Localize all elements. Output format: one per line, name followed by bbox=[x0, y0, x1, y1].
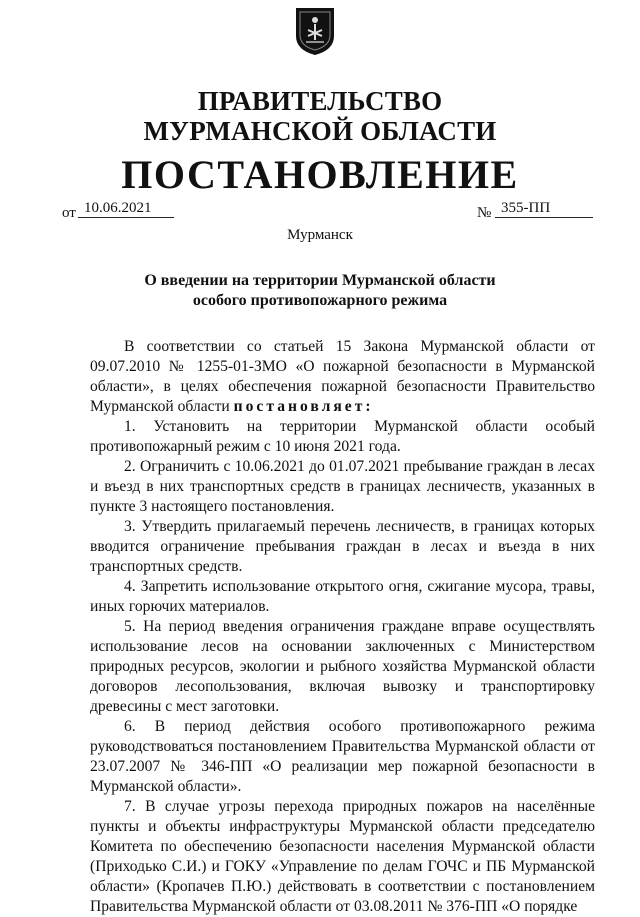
item-4: 4. Запретить использование открытого огня, сжигание мусора, травы, иных горючих материалов. bbox=[90, 578, 595, 615]
preamble-paragraph bbox=[90, 337, 595, 417]
decree-word: постановляет: bbox=[233, 398, 374, 415]
document-type: ПОСТАНОВЛЕНИЕ bbox=[121, 152, 519, 197]
item-1: 1. Установить на территории Мурманской области особый противопожарный режим с 10 июня 2021 года. bbox=[90, 418, 595, 455]
item-5: 5. На период введения ограничения граждане вправе осуществлять использование лесов на основании заключенных с Министерством природных ресурсов, экологии и рыбного хозяйства Мурманской области договоров лесопользования, включая вывозку и транспортировку древесины с мест заготовки. bbox=[90, 618, 595, 715]
government-name-line1: ПРАВИТЕЛЬСТВО bbox=[197, 86, 443, 116]
document-number: 355-ПП bbox=[495, 198, 593, 218]
preamble-text: В соответствии со статьей 15 Закона Мурманской области от 09.07.2010 № 1255-01-ЗМО «О пожарной безопасности в Мурманской области», в целях обеспечения пожарной безопасности Правительство Мурманской области bbox=[90, 338, 595, 415]
document-date: 10.06.2021 bbox=[78, 198, 174, 218]
city: Мурманск bbox=[287, 227, 353, 243]
number-prefix: № bbox=[477, 205, 492, 221]
item-7: 7. В случае угрозы перехода природных пожаров на населённые пункты и объекты инфраструктуры Мурманской области председателю Комитета по обеспечению безопасности населения Мурманской области (Приходько С.И.) и ГОКУ «Управление по делам ГОЧС и ПБ Мурманской области» (Кропачев П.Ю.) действовать в соответствии с постановлением Правительства Мурманской области от 03.08.2011 № 376-ПП «О порядке bbox=[90, 798, 595, 915]
item-6: 6. В период действия особого противопожарного режима руководствоваться постановлением Правительства Мурманской области от 23.07.2007 № 346-ПП «О реализации мер пожарной безопасности в Мурманской области». bbox=[90, 718, 595, 795]
item-3: 3. Утвердить прилагаемый перечень лесничеств, в границах которых вводится ограничение пребывания граждан в лесах и въезда в них транспортных средств. bbox=[90, 518, 595, 575]
date-prefix: от bbox=[62, 205, 76, 221]
government-name-line2: МУРМАНСКОЙ ОБЛАСТИ bbox=[143, 116, 497, 146]
document-body bbox=[90, 337, 595, 917]
subject-line2: особого противопожарного режима bbox=[192, 292, 448, 309]
item-2: 2. Ограничить с 10.06.2021 до 01.07.2021 пребывание граждан в лесах и въезд в них транспортных средств в границах лесничеств, указанных в пункте 3 настоящего постановления. bbox=[90, 458, 595, 515]
document-subject bbox=[0, 271, 640, 311]
subject-line1: О введении на территории Мурманской области bbox=[144, 272, 496, 289]
coat-of-arms-icon bbox=[294, 6, 336, 56]
